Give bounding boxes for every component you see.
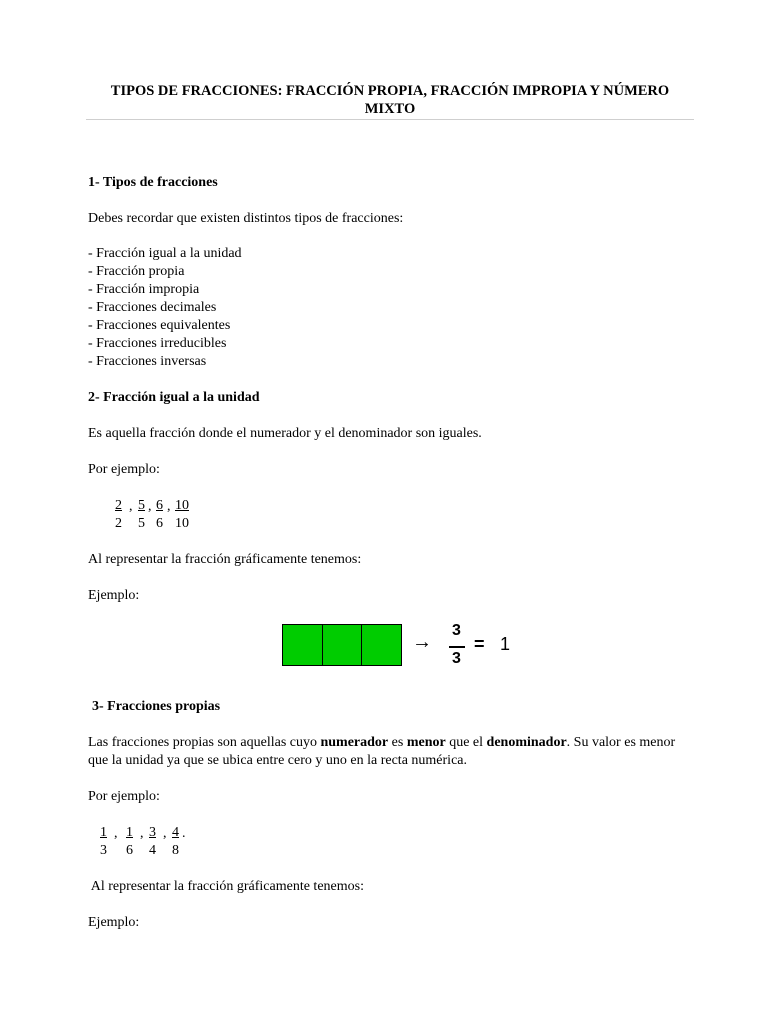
fraction-numerator: 6 [156,498,163,513]
list-item: - Fracciones decimales [88,300,217,315]
fraction-denominator: 3 [100,843,107,858]
fraction-bar-graphic [282,624,402,666]
list-item: - Fracciones equivalentes [88,318,231,333]
fraction-numerator: 10 [175,498,189,513]
definition-text: que el [445,735,487,750]
list-item: - Fracción propia [88,264,185,279]
section-3-example-label: Por ejemplo: [88,789,160,804]
fraction-separator: , [167,499,171,514]
equation-equals: = [474,634,485,654]
section-2-heading: 2- Fracción igual a la unidad [88,390,260,405]
fraction-numerator: 5 [138,498,145,513]
definition-text: . Su valor es menor que la unidad ya que se ubica entre cero y uno en la recta numérica. [88,735,676,768]
filled-part [362,625,401,665]
fraction-types-list [88,245,242,371]
section-2-graph-intro: Al representar la fracción gráficamente tenemos: [88,552,362,567]
fraction-denominator: 6 [156,516,163,531]
fraction-separator: , [129,499,133,514]
section-1-heading: 1- Tipos de fracciones [88,175,218,190]
arrow-right-icon: → [412,631,432,653]
fraction-separator: , [163,826,167,841]
definition-text: es [388,735,407,750]
title-rule [86,119,694,120]
fraction-equation [412,620,532,672]
fraction-numerator: 3 [149,825,156,840]
fraction-separator: , [114,826,118,841]
fraction-separator: . [182,826,186,841]
section-2-graph-label: Ejemplo: [88,588,140,603]
section-3-heading: 3- Fracciones propias [92,699,221,714]
fraction-numerator: 1 [100,825,107,840]
section-3-definition [88,734,688,770]
fraction-numerator: 2 [115,498,122,513]
equation-fraction-bar [449,646,465,648]
page-title: TIPOS DE FRACCIONES: FRACCIÓN PROPIA, FRACCIÓN IMPROPIA Y NÚMERO MIXTO [110,83,670,117]
fraction-numerator: 1 [126,825,133,840]
bold-denominador: denominador [486,735,567,750]
section-2-definition: Es aquella fracción donde el numerador y el denominador son iguales. [88,426,482,441]
section-1-intro: Debes recordar que existen distintos tipos de fracciones: [88,211,404,226]
equation-denominator: 3 [452,650,461,667]
equation-result: 1 [500,634,511,654]
fraction-denominator: 5 [138,516,145,531]
list-item: - Fracción igual a la unidad [88,246,242,261]
bold-numerador: numerador [320,735,389,750]
list-item: - Fracción impropia [88,282,200,297]
fraction-denominator: 6 [126,843,133,858]
fraction-numerator: 4 [172,825,179,840]
filled-part [283,625,323,665]
filled-part [323,625,363,665]
section-2-example-label: Por ejemplo: [88,462,160,477]
section-3-graph-label: Ejemplo: [88,915,140,930]
bold-menor: menor [406,735,446,750]
fraction-denominator: 4 [149,843,156,858]
fraction-separator: , [148,499,152,514]
fraction-denominator: 2 [115,516,122,531]
definition-text: Las fracciones propias son aquellas cuyo [88,735,321,750]
list-item: - Fracciones inversas [88,354,207,369]
fraction-denominator: 8 [172,843,179,858]
section-3-graph-intro: Al representar la fracción gráficamente tenemos: [88,879,364,894]
list-item: - Fracciones irreducibles [88,336,227,351]
fraction-denominator: 10 [175,516,189,531]
equation-numerator: 3 [452,622,461,639]
fraction-separator: , [140,826,144,841]
